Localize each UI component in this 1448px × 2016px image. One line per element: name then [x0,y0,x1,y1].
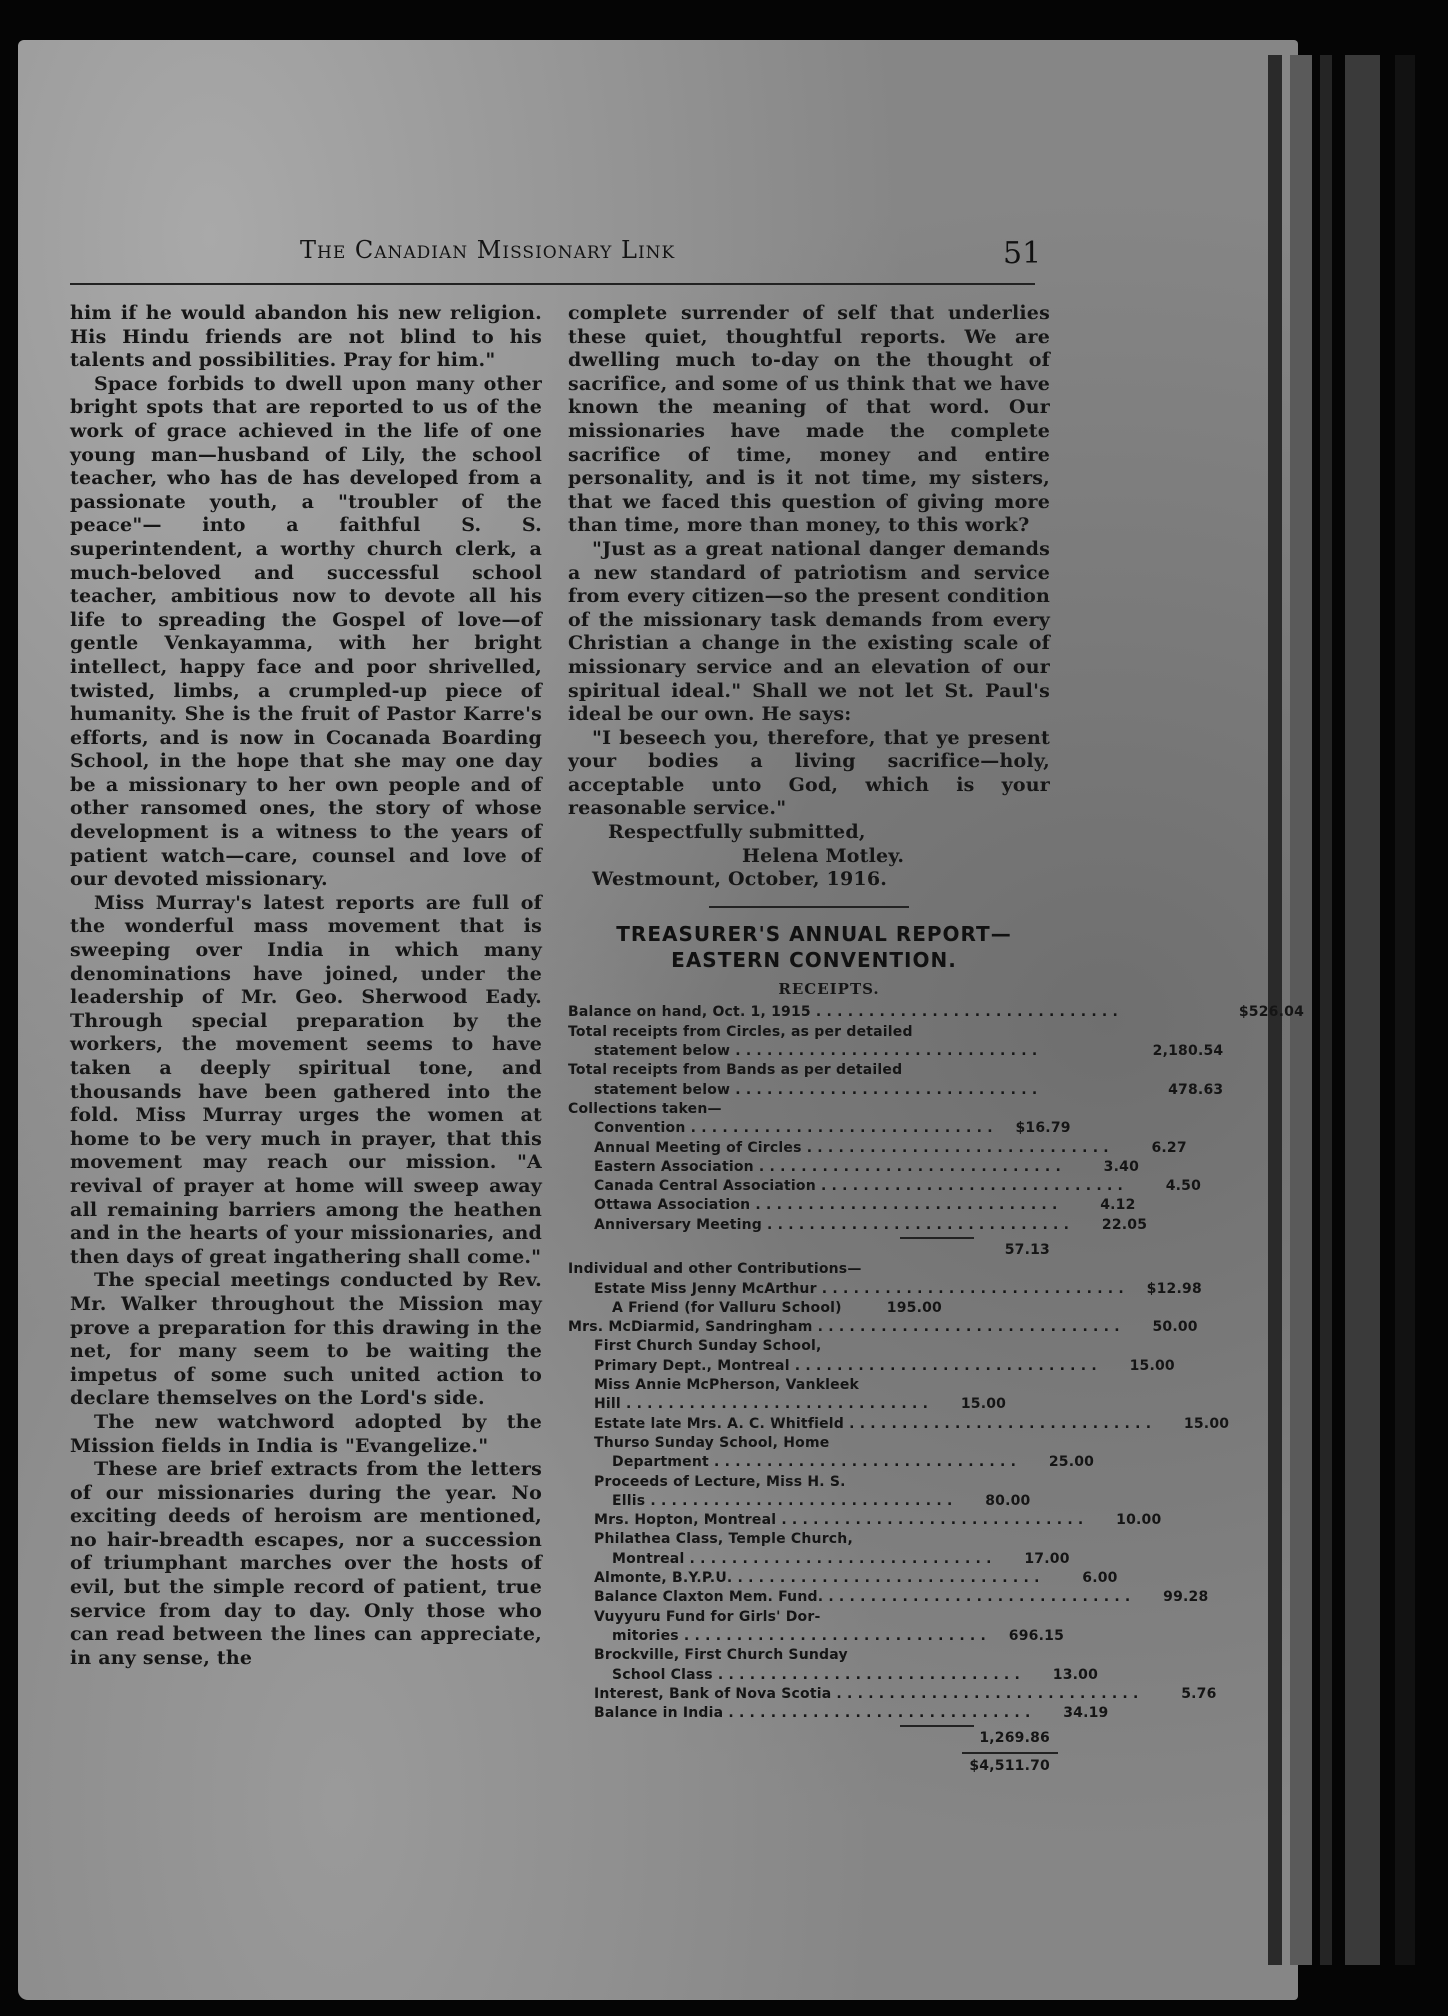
ledger-subamount: 13.00 [1052,1666,1099,1683]
ledger-label: Proceeds of Lecture, Miss H. S. [594,1473,846,1490]
left-column [70,302,542,1670]
ledger-label: A Friend (for Valluru School) [612,1299,842,1316]
ledger-row [568,1395,1050,1414]
ledger-label: School Class . . . [568,1666,1020,1685]
ledger-label: Annual Meeting of Circles . . . [568,1139,1109,1158]
ledger-total: 1,269.86 [979,1730,1050,1747]
ledger-label: Hill . . . [568,1395,928,1414]
page-number: 51 [1003,236,1042,271]
ledger-label: mitories . . . [568,1627,986,1646]
ledger-label: First Church Sunday School, [594,1338,822,1355]
ledger-label: Almonte, B.Y.P.U. . . . [568,1569,1040,1588]
ledger-total: 478.63 [1168,1081,1224,1098]
book-binding-edge [1345,55,1380,1965]
ledger-row [568,1530,1050,1549]
scripture-quote: "I beseech you, therefore, that ye present your bodies a living sacrifice—holy, acceptable unto God, which is your reasonable service." [568,726,1050,820]
book-binding-edge [1320,55,1332,1965]
report-subtitle: EASTERN CONVENTION. [671,947,957,972]
ledger-label: Miss Annie McPherson, Vankleek [594,1377,860,1394]
ledger-label: Total receipts from Circles, as per detailed [568,1023,913,1040]
ledger-label: Canada Central Association . . . [568,1177,1123,1196]
ledger-total: 2,180.54 [1152,1043,1224,1060]
ledger-label: Estate late Mrs. A. C. Whitfield . . . [568,1415,1151,1434]
ledger-subamount: 4.50 [1165,1178,1202,1195]
ledger-subamount: 15.00 [1129,1357,1175,1374]
ledger-row [568,1119,1071,1138]
ledger-label: Mrs. McDiarmid, Sandringham . . . [568,1318,1120,1337]
ledger-row [568,1511,1162,1530]
ledger-row [568,1415,1230,1434]
ledger-row [568,1280,1202,1299]
ledger-total: $4,511.70 [969,1757,1050,1774]
ledger-row [568,1704,1109,1723]
ledger-row [568,1061,1050,1080]
ledger-row [568,1608,1050,1627]
ledger-row [568,1569,1118,1588]
ledger-subamount: 15.00 [960,1396,1007,1413]
ledger-subamount: 5.76 [1181,1685,1217,1702]
ledger-row [568,1357,1175,1376]
ledger-row [568,1376,1050,1395]
report-title: TREASURER'S ANNUAL REPORT— [616,921,1012,946]
header-rule [70,283,1035,285]
ledger-row [568,1550,1070,1569]
ledger-label: Estate Miss Jenny McArthur . . . [568,1280,1124,1299]
ledger-label: Balance Claxton Mem. Fund. . . . [568,1588,1130,1607]
ledger-subamount: 99.28 [1163,1589,1209,1606]
ledger-row [568,1158,1140,1177]
ledger-subamount: 6.27 [1151,1139,1187,1156]
ledger-subamount: $12.98 [1146,1280,1202,1297]
paragraph: Miss Murray's latest reports are full of the wonderful mass movement that is sweeping over India in which many denominations have joined, under the leadership of Mr. Geo. Sherwood Eady. Through special preparation by the workers, the movement seems to have taken a deeply spiritual tone, and thousands have been gathered into the fold. Miss Murray urges the women at home to be very much in prayer, that this movement may reach our mission. "A revival of prayer at home will sweep away all remaining barriers among the heathen and in the hearts of your missionaries, and then days of great ingathering shall come." [70,891,542,1268]
ledger-rule [962,1752,1058,1754]
ledger-label: Ottawa Association . . . [568,1196,1058,1215]
ledger-label: statement below . . . [568,1042,1037,1061]
ledger-row [568,1318,1198,1337]
ledger-subamount: 696.15 [1008,1627,1065,1644]
ledger-subamount: 6.00 [1082,1570,1118,1587]
paragraph: "Just as a great national danger demands a new standard of patriotism and service from every citizen—so the present condition of the missionary task demands from every Christian a change in the existing scale of missionary service and an elevation of our spiritual ideal." Shall we not let St. Paul's ideal be our own. He says: [568,537,1050,726]
ledger-subamount: 80.00 [985,1492,1031,1509]
ledger-row [568,1729,1050,1748]
ledger-subamount: 25.00 [1048,1454,1095,1471]
paragraph: Space forbids to dwell upon many other bright spots that are reported to us of the work of grace achieved in the life of one young man—husband of Lily, the school teacher, who has de has developed from a passionate youth, a "troubler of the peace"— into a faithful S. S. superintendent, a worthy church clerk, a much-beloved and successful school teacher, ambitious now to devote all his life to spreading the Gospel of love—of gentle Venkayamma, with her bright intellect, happy face and poor shrivelled, twisted, limbs, a crumpled-up piece of humanity. She is the fruit of Pastor Karre's efforts, and is now in Cocanada Boarding School, in the hope that she may one day be a missionary to her own people and of other ransomed ones, the story of whose development is a witness to the years of patient watch—care, counsel and love of our devoted missionary. [70,372,542,891]
ledger-row [568,1216,1148,1235]
ledger-row [568,1588,1209,1607]
ledger-row [568,1492,1050,1511]
ledger-label: statement below . . . [568,1081,1037,1100]
ledger-row [568,1100,1050,1119]
ledger-row [568,1177,1202,1196]
ledger-row [568,1757,1050,1776]
ledger-label: Montreal . . . [568,1550,992,1569]
running-title: The Canadian Missionary Link [300,236,676,264]
ledger-label: Balance in India . . . [568,1704,1030,1723]
ledger-label: Philathea Class, Temple Church, [594,1531,853,1548]
ledger-subamount: 10.00 [1116,1512,1162,1529]
ledger-row [568,1139,1187,1158]
ledger-subamount: 15.00 [1183,1415,1230,1432]
ledger-row [568,1081,1224,1100]
ledger-row [568,1434,1050,1453]
ledger-row [568,1627,1065,1646]
ledger-label: Individual and other Contributions— [568,1261,862,1278]
receipts-heading: RECEIPTS. [778,979,880,998]
ledger-label: Department . . . [568,1453,1016,1472]
ledger-row [568,1023,1050,1042]
ledger-label: Mrs. Hopton, Montreal . . . [568,1511,1083,1530]
ledger-label: Eastern Association . . . [568,1158,1061,1177]
ledger-label: Interest, Bank of Nova Scotia . . . [568,1685,1139,1704]
ledger-label: Anniversary Meeting . . . [568,1216,1069,1235]
ledger-label: Collections taken— [568,1100,722,1117]
ledger-subamount: 4.12 [1100,1197,1136,1214]
ledger-row [568,1196,1136,1215]
ledger-label: Primary Dept., Montreal . . . [568,1357,1097,1376]
receipts-ledger [568,1003,1305,1776]
ledger-total: $526.04 [1238,1004,1305,1021]
ledger-row [568,1241,1050,1260]
paragraph: complete surrender of self that underlies these quiet, thoughtful reports. We are dwelling much to-day on the thought of sacrifice, and some of us think that we have known the meaning of that word. Our missionaries have made the complete sacrifice of time, money and entire personality, and is it not time, my sisters, that we faced this question of giving more than time, more than money, to this work? [568,302,1050,537]
ledger-label: Total receipts from Bands as per detailed [568,1062,903,1079]
ledger-subamount: 17.00 [1024,1550,1070,1567]
place-date: Westmount, October, 1916. [592,868,888,891]
closing: Respectfully submitted, [608,821,866,844]
ledger-subamount: 50.00 [1152,1319,1198,1336]
ledger-row [568,1299,1050,1318]
ledger-row [568,1003,1305,1022]
ledger-label: Brockville, First Church Sunday [594,1647,848,1664]
ledger-subamount: 34.19 [1063,1705,1109,1722]
ledger-row [568,1473,1050,1492]
ledger-subamount: 195.00 [886,1299,942,1316]
ledger-label: Convention . . . [568,1119,993,1138]
section-divider [709,906,909,908]
right-column [568,302,1305,1776]
ledger-rule [900,1237,974,1239]
ledger-total: 57.13 [1004,1242,1050,1258]
ledger-row [568,1260,1050,1279]
ledger-row [568,1685,1217,1704]
ledger-rule [900,1725,974,1727]
signature-name: Helena Motley. [742,844,905,867]
paragraph: The new watchword adopted by the Mission fields in India is "Evangelize." [70,1410,542,1457]
ledger-label: Balance on hand, Oct. 1, 1915 . . . [568,1003,1118,1022]
ledger-subamount: $16.79 [1015,1120,1071,1137]
ledger-row [568,1337,1050,1356]
ledger-row [568,1042,1224,1061]
paragraph: These are brief extracts from the letters of our missionaries during the year. No exciting deeds of heroism are mentioned, no hair-breadth escapes, nor a succession of triumphant marches over the hosts of evil, but the simple record of patient, true service from day to day. Only those who can read between the lines can appreciate, in any sense, the [70,1458,542,1669]
ledger-subamount: 22.05 [1101,1216,1148,1233]
ledger-label: Ellis . . . [568,1492,952,1511]
ledger-label: Thurso Sunday School, Home [594,1434,830,1451]
book-binding-edge [1395,55,1415,1965]
ledger-row [568,1646,1050,1665]
ledger-row [568,1666,1099,1685]
ledger-subamount: 3.40 [1103,1158,1140,1175]
ledger-label: Vuyyuru Fund for Girls' Dor- [594,1608,821,1625]
paragraph: The special meetings conducted by Rev. Mr. Walker throughout the Mission may prove a preparation for this drawing in the net, for many seem to be waiting the impetus of some such united action to declare themselves on the Lord's side. [70,1269,542,1410]
ledger-row [568,1453,1095,1472]
paragraph: him if he would abandon his new religion. His Hindu friends are not blind to his talents and possibilities. Pray for him." [70,302,542,372]
